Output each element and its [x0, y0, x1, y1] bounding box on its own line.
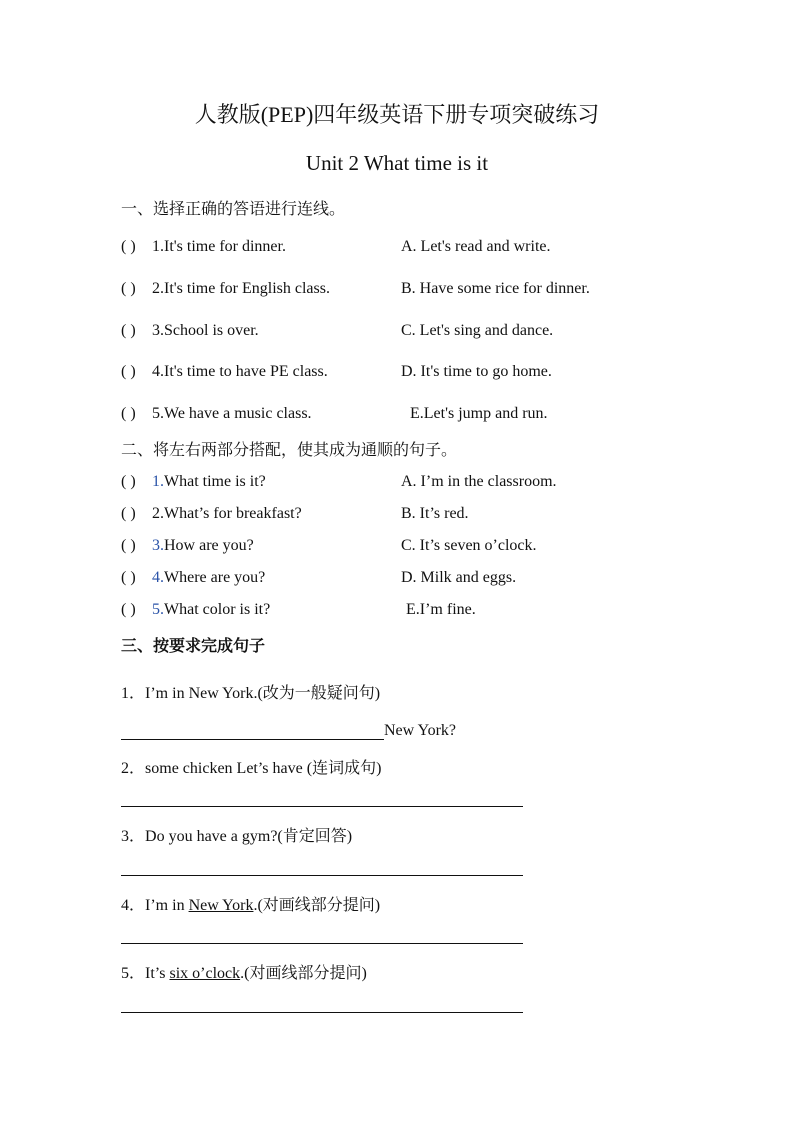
underlined-phrase: New York	[188, 897, 254, 914]
s2-right-e: E.I’m fine.	[406, 601, 476, 618]
answer-paren[interactable]: ( )	[121, 473, 136, 490]
item-number: 1.	[152, 473, 164, 490]
s2-right-a: A. I’m in the classroom.	[401, 473, 557, 490]
s3-question-4: 4．I’m in New York.(对画线部分提问)	[121, 897, 381, 914]
s2-right-d: D. Milk and eggs.	[401, 569, 517, 586]
answer-paren[interactable]: ( )	[121, 505, 136, 522]
s1-right-b: B. Have some rice for dinner.	[401, 280, 590, 297]
page-title: 人教版(PEP)四年级英语下册专项突破练习	[194, 102, 600, 127]
s1-right-c: C. Let's sing and dance.	[401, 322, 554, 339]
answer-paren[interactable]: ( )	[121, 238, 136, 255]
s2-left-3: 3.How are you?	[152, 537, 254, 554]
s1-right-e: E.Let's jump and run.	[410, 405, 548, 422]
s2-left-5: 5.What color is it?	[152, 601, 271, 618]
item-number: 4.	[152, 569, 164, 586]
s2-right-b: B. It’s red.	[401, 505, 469, 522]
s1-left-2: 2.It's time for English class.	[152, 280, 330, 297]
s2-right-c: C. It’s seven o’clock.	[401, 537, 537, 554]
answer-paren[interactable]: ( )	[121, 569, 136, 586]
s1-right-d: D. It's time to go home.	[401, 363, 552, 380]
s3-question-1: 1．I’m in New York.(改为一般疑问句)	[121, 685, 381, 702]
answer-paren[interactable]: ( )	[121, 322, 136, 339]
underlined-phrase: six o’clock	[169, 965, 241, 982]
s1-left-1: 1.It's time for dinner.	[152, 238, 286, 255]
answer-paren[interactable]: ( )	[121, 601, 136, 618]
s1-left-3: 3.School is over.	[152, 322, 259, 339]
answer-paren[interactable]: ( )	[121, 405, 136, 422]
s1-left-5: 5.We have a music class.	[152, 405, 312, 422]
s1-right-a: A. Let's read and write.	[401, 238, 551, 255]
answer-paren[interactable]: ( )	[121, 363, 136, 380]
item-number: 2.	[152, 505, 164, 522]
unit-subtitle: Unit 2 What time is it	[305, 151, 489, 175]
s1-left-4: 4.It's time to have PE class.	[152, 363, 328, 380]
s2-left-1: 1.What time is it?	[152, 473, 266, 490]
section2-heading: 二、将左右两部分搭配，使其成为通顺的句子。	[121, 440, 458, 459]
answer-line[interactable]	[121, 875, 523, 876]
s3-question-5: 5．It’s six o’clock.(对画线部分提问)	[121, 965, 367, 982]
answer-blank[interactable]	[121, 739, 384, 740]
s3-question-3: 3．Do you have a gym?(肯定回答)	[121, 828, 353, 845]
answer-paren[interactable]: ( )	[121, 537, 136, 554]
section1-heading: 一、选择正确的答语进行连线。	[121, 199, 346, 218]
s3-question-2: 2．some chicken Let’s have (连词成句)	[121, 760, 382, 777]
item-number: 5.	[152, 601, 164, 618]
s2-left-2: 2.What’s for breakfast?	[152, 505, 302, 522]
answer-tail: New York?	[384, 722, 456, 739]
answer-paren[interactable]: ( )	[121, 280, 136, 297]
answer-line[interactable]	[121, 806, 523, 807]
s2-left-4: 4.Where are you?	[152, 569, 266, 586]
section3-heading: 三、按要求完成句子	[121, 636, 266, 655]
item-number: 3.	[152, 537, 164, 554]
answer-line[interactable]	[121, 943, 523, 944]
answer-line[interactable]	[121, 1012, 523, 1013]
